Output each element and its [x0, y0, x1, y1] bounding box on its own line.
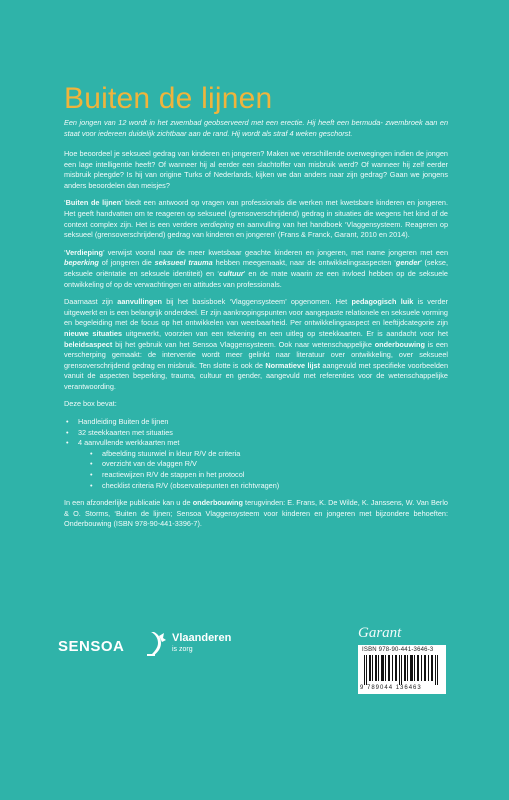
ean-number: 9 789044 136463 — [360, 685, 422, 691]
box-contents-title: Deze box bevat: — [64, 399, 117, 409]
box-contents-sublist — [78, 449, 448, 491]
vlaanderen-logo-subtext: is zorg — [172, 646, 193, 653]
barcode-icon — [362, 655, 442, 685]
barcode-box — [358, 645, 446, 694]
book-title: Buiten de lijnen — [64, 82, 273, 115]
box-contents-list — [64, 417, 448, 491]
list-item: • overzicht van de vlaggen R/V — [102, 459, 448, 470]
intro-paragraph: Een jongen van 12 wordt in het zwembad geobserveerd met een erectie. Hij heeft een bermuda- zwembroek aan en staat voor iedereen duidelijk zichtbaar aan de rand. Hij wordt als straf 4 weken geschorst. — [64, 118, 448, 138]
vlaanderen-logo-text: Vlaanderen — [172, 632, 232, 644]
paragraph-verdieping: ‘Verdieping’ verwijst vooral naar de meer kwetsbaar geachte kinderen en jongeren, met name jongeren met een beperking of jongeren die seksueel trauma hebben meegemaakt, naar de ontwikkelingsaspecten ‘gender’ (sekse, seksuele oriëntatie en seksuele identiteit) en ‘cultuur’ en de mate waarin ze een invloed hebben op de seksuele ontwikkeling of op de verwachtingen en attitudes van professionals. — [64, 247, 449, 289]
sensoa-logo: SENSOA — [58, 638, 125, 655]
paragraph-aanvullingen: Daarnaast zijn aanvullingen bij het basisboek ‘Vlaggensysteem’ opgenomen. Het pedagogisch luik is verder uitgewerkt en is een belangrijk onderdeel. Er zijn aanknopingspunten voor aangepaste relationele en seksuele vorming en begeleiding met de focus op het ontwikkelen van weerbaarheid. Per ontwikkelingsaspect en leeftijdcategorie zijn nieuwe situaties uitgewerkt, voorzien van een tekening en een uitleg op steekkaarten. Er is aandacht voor het beleidsaspect bij het gebruik van het Sensoa Vlaggensysteem. Ook naar wetenschappelijke onderbouwing is een verscherping gemaakt: de interventie wordt meer gelinkt naar literatuur over ontwikkeling, over seksueel grensoverschrijdend gedrag en misbruik. Ten slotte is ook de Normatieve lijst aangevuld met specifieke voorbeelden vanuit de aspecten beperking, trauma, cultuur en gender, aangevuld met referenties voor de wetenschappelijke verantwoording. — [64, 297, 448, 391]
paragraph-buiten-de-lijnen: ‘Buiten de lijnen’ biedt een antwoord op vragen van professionals die werken met kwetsbare kinderen en jongeren. Het geeft handvatten om te reageren op seksueel (grensoverschrijdend) gedrag in situaties die wegens het kind of de context complex zijn. Het is een verdere verdieping en aanvulling van het handboek ‘Vlaggensysteem. Reageren op seksueel (grensoverschrijdend) gedrag van kinderen en jongeren’ (Frans & Franck, Garant, 2010 en 2014). — [64, 198, 449, 240]
vlaanderen-lion-icon — [146, 630, 168, 658]
isbn-text: ISBN 978-90-441-3646-3 — [362, 647, 434, 653]
body-text — [64, 149, 448, 537]
list-item: • reactiewijzen R/V de stappen in het protocol — [102, 470, 448, 481]
list-item: • checklist criteria R/V (observatiepunten en richtvragen) — [102, 481, 448, 492]
paragraph-onderbouwing: In een afzonderlijke publicatie kan u de onderbouwing terugvinden: E. Frans, K. De Wilde, K. Janssens, W. Van Berlo & O. Storms, ‘Buiten de lijnen; Sensoa Vlaggensysteem voor kinderen en jongeren met bijzondere behoeften: Onderbouwing (ISBN 978-90-441-3396-7). — [64, 498, 448, 529]
list-item: • afbeelding stuurwiel in kleur R/V de criteria — [102, 449, 448, 460]
list-item: • Handleiding Buiten de lijnen — [78, 417, 448, 428]
list-item: • 32 steekkaarten met situaties — [78, 428, 448, 439]
garant-logo: Garant — [358, 621, 408, 645]
list-item: • 4 aanvullende werkkaarten met • afbeelding stuurwiel in kleur R/V de criteria • overzicht van de vlaggen R/V • reactiewijzen R/V de stappen in het protocol • checklist criteria R/V (observatiepunten en richtvragen) — [78, 438, 448, 491]
paragraph-questions: Hoe beoordeel je seksueel gedrag van kinderen en jongeren? Maken we verschillende overwegingen indien de jongen een lage intelligentie heeft? Of wanneer hij al eerder een slachtoffer van misbruik werd? Of wanneer hij zelf eerder misbruik pleegde? Is hij van origine Turks of Nederlands, kijken we dan anders naar zijn gedrag? Gaan we jongens anders beoordelen dan meisjes? — [64, 149, 448, 190]
